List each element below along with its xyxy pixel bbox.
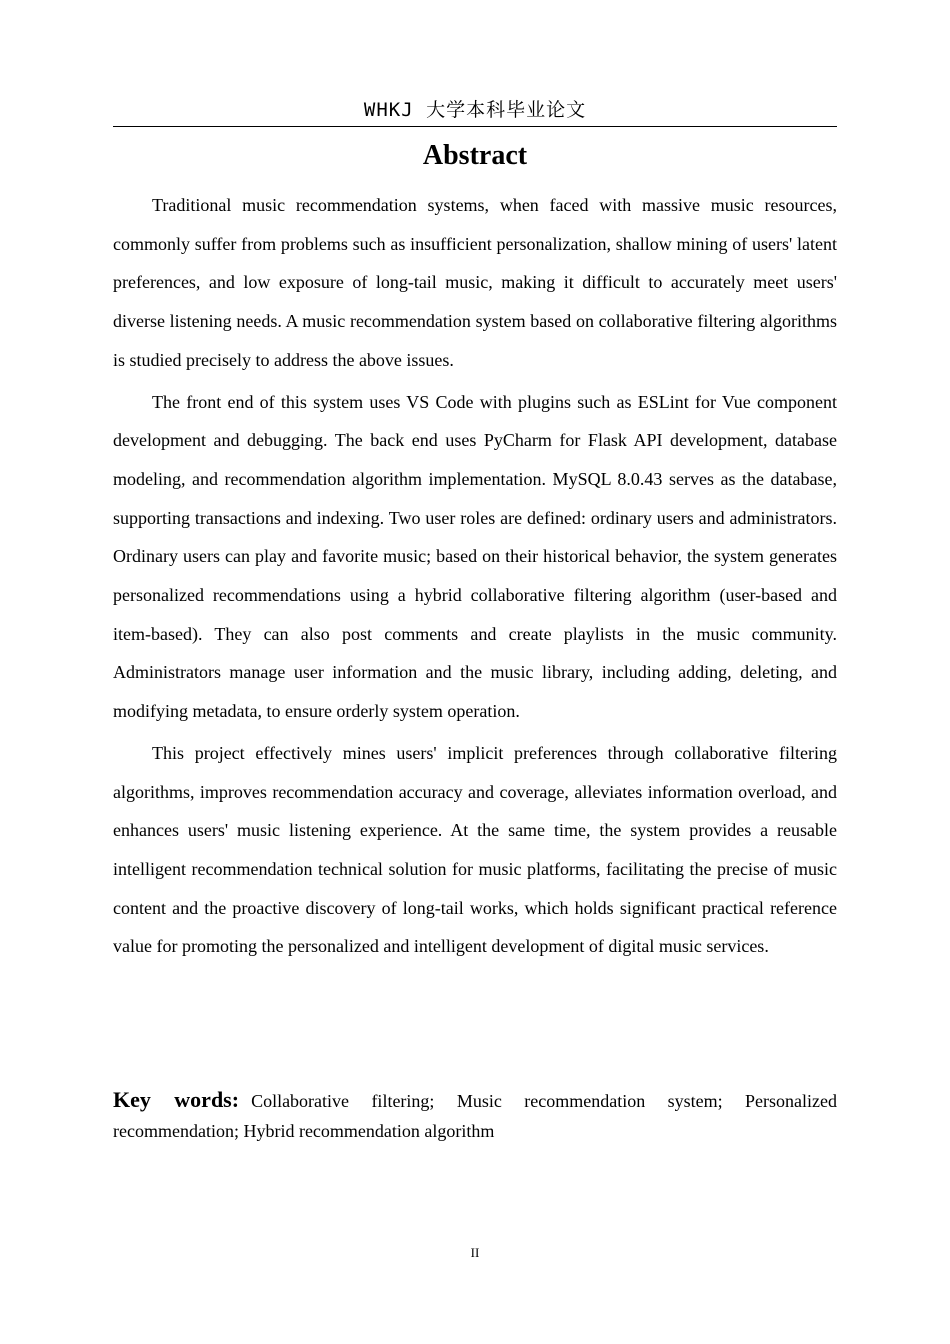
abstract-body [113, 186, 837, 969]
thesis-page [113, 0, 837, 1344]
abstract-title: Abstract [422, 140, 528, 171]
keywords-line [113, 1085, 837, 1146]
page-number: II [470, 1245, 480, 1260]
abstract-paragraph-1: Traditional music recommendation systems, when faced with massive music resources, commonly suffer from problems such as insufficient personalization, shallow mining of users' latent preferences, and low exposure of long-tail music, making it difficult to accurately meet users' diverse listening needs. A music recommendation system based on collaborative filtering algorithms is studied precisely to address the above issues. [113, 195, 837, 370]
header-rule [113, 126, 837, 127]
keywords-text: Collaborative filtering; Music recommendation system; Personalized recommendation; Hybrid recommendation algorithm [113, 1091, 837, 1141]
abstract-paragraph-3: This project effectively mines users' implicit preferences through collaborative filtering algorithms, improves recommendation accuracy and coverage, alleviates information overload, and enhances users' music listening experience. At the same time, the system provides a reusable intelligent recommendation technical solution for music platforms, facilitating the precise of music content and the proactive discovery of long-tail works, which holds significant practical reference value for promoting the personalized and intelligent development of digital music services. [113, 742, 837, 957]
keywords-label: Key words: [113, 1087, 240, 1112]
running-header: WHKJ 大学本科毕业论文 [363, 99, 587, 121]
abstract-paragraph-2: The front end of this system uses VS Code with plugins such as ESLint for Vue component development and debugging. The back end uses PyCharm for Flask API development, database modeling, and recommendation algorithm implementation. MySQL 8.0.43 serves as the database, supporting transactions and indexing. Two user roles are defined: ordinary users and administrators. Ordinary users can play and favorite music; based on their historical behavior, the system generates personalized recommendations using a hybrid collaborative filtering algorithm (user-based and item-based). They can also post comments and create playlists in the music community. Administrators manage user information and the music library, including adding, deleting, and modifying metadata, to ensure orderly system operation. [113, 391, 837, 722]
